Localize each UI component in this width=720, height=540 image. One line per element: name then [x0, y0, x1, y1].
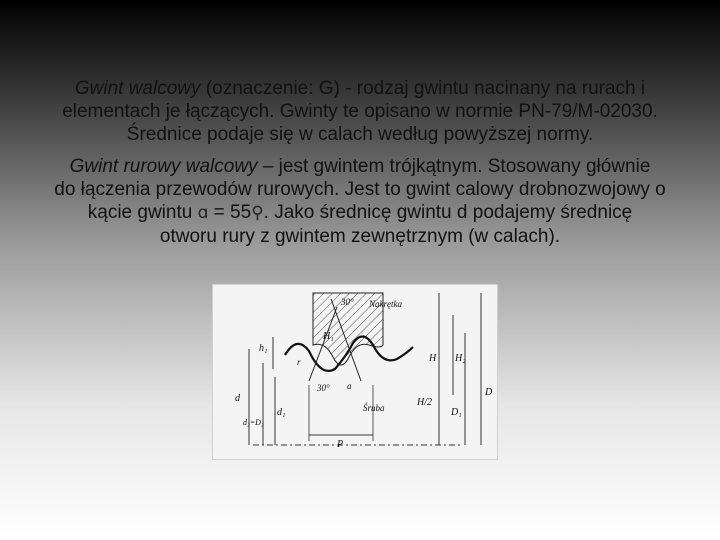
label-P: P	[337, 439, 344, 450]
thread-profile-diagram	[212, 284, 498, 460]
label-H2: H₂	[455, 353, 466, 364]
label-d2: d₂=D₂	[243, 418, 264, 427]
label-H-half: H/2	[417, 397, 432, 408]
thread-diagram-svg	[213, 285, 497, 459]
paragraph1-line1-rest: (oznaczenie: G) - rodzaj gwintu nacinany na rurach i	[200, 78, 646, 99]
label-H1: H₁	[323, 331, 334, 342]
label-h1: h₁	[259, 343, 268, 354]
label-d: d	[235, 393, 240, 404]
label-a: a	[347, 381, 352, 391]
paragraph2-line4: otworu rury z gwintem zewnętrznym (w calach).	[159, 226, 561, 247]
paragraph2-line3-start: kącie gwintu	[87, 202, 198, 223]
degree-symbol-icon: ⚲	[251, 203, 264, 223]
label-D1: D₁	[451, 407, 462, 418]
paragraph1-line1	[0, 77, 720, 100]
label-sruba: Śruba	[363, 403, 385, 413]
paragraph2-line3-mid: = 55	[208, 202, 252, 223]
label-D: D	[485, 387, 493, 398]
term-gwint-rurowy: Gwint rurowy walcowy	[69, 156, 258, 177]
term-gwint-walcowy: Gwint walcowy	[74, 78, 201, 99]
paragraph1-line2: elementach je łączących. Gwinty te opisano w normie PN-79/M-02030.	[62, 101, 658, 122]
label-angle-bottom: 30°	[317, 383, 330, 393]
paragraph1-line3: Średnice podaje się w calach według powyższej normy.	[126, 124, 594, 145]
alpha-symbol-icon: ɑ	[197, 203, 209, 223]
paragraph2-line1	[0, 155, 720, 178]
label-angle-top: 30°	[341, 297, 354, 307]
label-d1: d₁	[277, 407, 286, 418]
paragraph2-line3	[0, 201, 720, 225]
paragraph2-line1-rest: – jest gwintem trójkątnym. Stosowany głównie	[257, 156, 651, 177]
paragraph-gwint-walcowy	[0, 77, 720, 146]
paragraph-gwint-rurowy	[0, 155, 720, 248]
label-nakretka: Nakrętka	[369, 299, 402, 309]
paragraph2-line3-end: . Jako średnicę gwintu d podajemy średnicę	[263, 202, 633, 223]
paragraph2-line2: do łączenia przewodów rurowych. Jest to gwint calowy drobnozwojowy o	[54, 179, 666, 200]
label-r: r	[297, 357, 301, 367]
label-H: H	[429, 353, 437, 364]
